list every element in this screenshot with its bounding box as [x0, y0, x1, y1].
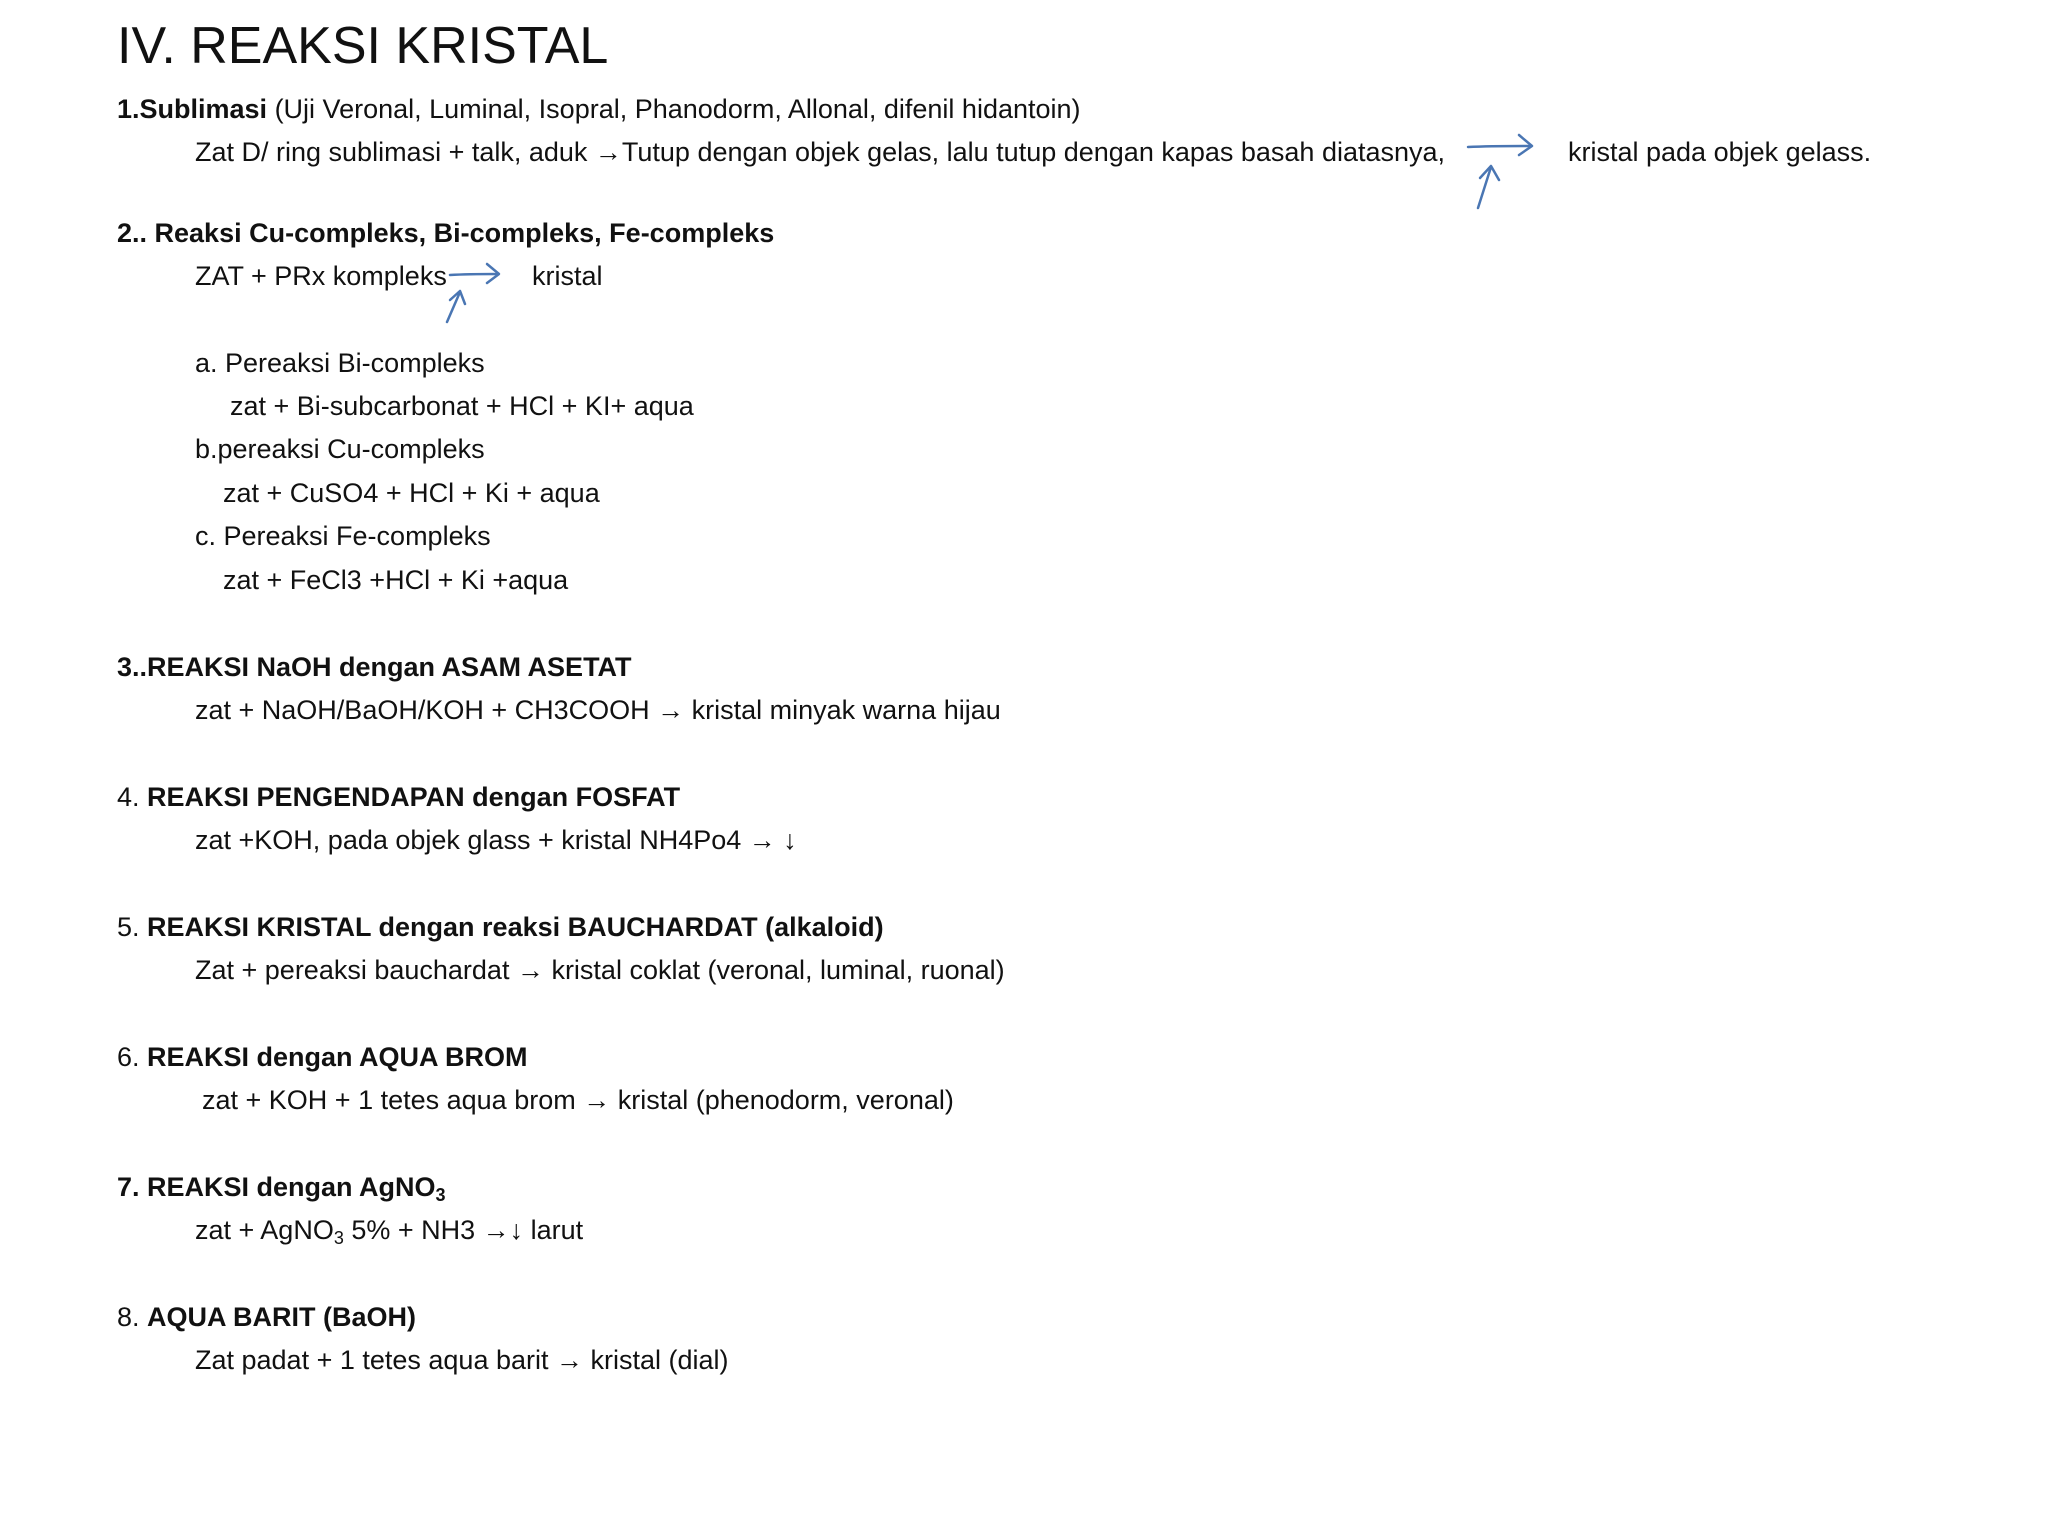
section-5-heading — [117, 910, 884, 944]
section-2-heading: 2.. Reaksi Cu-compleks, Bi-compleks, Fe-compleks — [117, 218, 775, 248]
section-3-reaction: zat + NaOH/BaOH/KOH + CH3COOH → kristal minyak warna hijau — [195, 695, 1001, 725]
section-2b-label: b.pereaksi Cu-compleks — [195, 434, 485, 464]
section-7-title: 7. REAKSI dengan AgNO — [117, 1172, 436, 1202]
section-7-reaction-part-b: 5% + NH3 →↓ larut — [343, 1215, 584, 1245]
section-7-reaction-subscript: 3 — [333, 1228, 344, 1248]
section-7-reaction-part-a: zat + AgNO — [195, 1215, 334, 1245]
section-8-reaction: Zat padat + 1 tetes aqua barit → kristal (dial) — [195, 1345, 729, 1375]
section-2-reaction: ZAT + PRx kompleks — [195, 261, 447, 291]
section-1-title-detail: (Uji Veronal, Luminal, Isopral, Phanodorm, Allonal, difenil hidantoin) — [267, 94, 1081, 124]
section-2b-reaction: zat + CuSO4 + HCl + Ki + aqua — [223, 478, 600, 508]
section-5-number: 5. — [117, 912, 148, 942]
section-1-result: kristal pada objek gelass. — [1568, 137, 1872, 167]
section-7-title-subscript: 3 — [435, 1185, 446, 1205]
section-2-result: kristal — [532, 261, 603, 291]
section-7-reaction — [195, 1213, 583, 1255]
section-1-procedure: Zat D/ ring sublimasi + talk, aduk →Tutup dengan objek gelas, lalu tutup dengan kapas basah diatasnya, — [195, 137, 1446, 167]
section-6-heading — [117, 1040, 528, 1074]
section-2a-label: a. Pereaksi Bi-compleks — [195, 348, 485, 378]
section-4-reaction: zat +KOH, pada objek glass + kristal NH4Po4 → ↓ — [195, 825, 797, 855]
section-3-heading: 3..REAKSI NaOH dengan ASAM ASETAT — [117, 652, 632, 682]
section-8-number: 8. — [117, 1302, 148, 1332]
section-7-heading — [117, 1170, 446, 1212]
section-6-title: REAKSI dengan AQUA BROM — [147, 1042, 528, 1072]
section-8-heading — [117, 1300, 416, 1334]
section-1-title: 1.Sublimasi — [117, 94, 268, 124]
section-6-reaction: zat + KOH + 1 tetes aqua brom → kristal (phenodorm, veronal) — [202, 1085, 954, 1115]
section-1-heading — [117, 92, 1081, 126]
section-2c-reaction: zat + FeCl3 +HCl + Ki +aqua — [223, 565, 569, 595]
section-4-number: 4. — [117, 782, 148, 812]
section-2a-reaction: zat + Bi-subcarbonat + HCl + KI+ aqua — [230, 391, 694, 421]
section-5-title: REAKSI KRISTAL dengan reaksi BAUCHARDAT (alkaloid) — [147, 912, 884, 942]
page-title: IV. REAKSI KRISTAL — [117, 17, 609, 75]
section-2c-label: c. Pereaksi Fe-compleks — [195, 521, 491, 551]
hand-drawn-arrow-up-icon — [441, 284, 481, 334]
section-8-title: AQUA BARIT (BaOH) — [147, 1302, 417, 1332]
section-4-title: REAKSI PENGENDAPAN dengan FOSFAT — [147, 782, 681, 812]
section-6-number: 6. — [117, 1042, 148, 1072]
section-5-reaction: Zat + pereaksi bauchardat → kristal coklat (veronal, luminal, ruonal) — [195, 955, 1005, 985]
section-4-heading — [117, 780, 680, 814]
hand-drawn-arrow-up-icon — [1472, 158, 1512, 218]
